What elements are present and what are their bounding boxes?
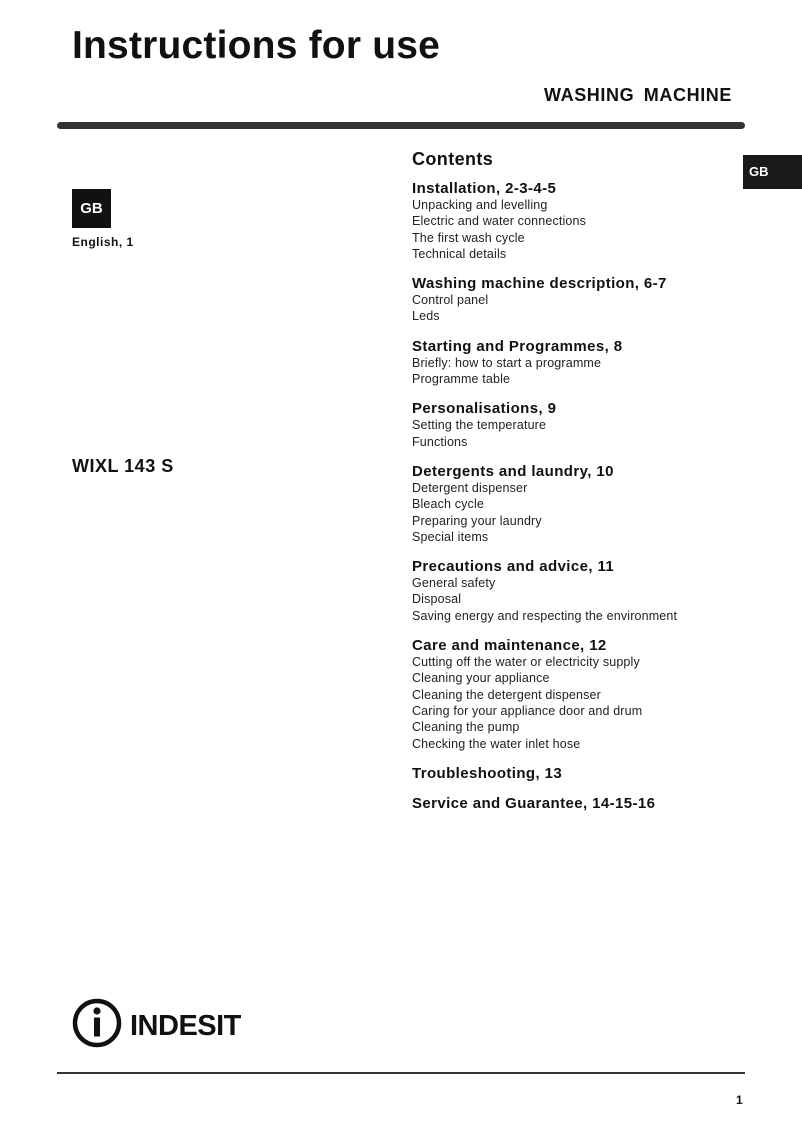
section-item: Checking the water inlet hose: [412, 736, 581, 751]
language-tab: GB: [743, 155, 802, 189]
contents-section: [412, 558, 752, 624]
section-item: Control panel: [412, 293, 489, 308]
section-title: Troubleshooting, 13: [412, 764, 563, 782]
contents-heading: Contents: [412, 149, 494, 169]
section-item: Functions: [412, 434, 468, 449]
contents-section: [412, 338, 752, 388]
section-title: Personalisations, 9: [412, 400, 557, 418]
section-item: The first wash cycle: [412, 230, 525, 245]
contents-section: [412, 400, 752, 450]
model-name: WIXL 143 S: [72, 456, 174, 476]
section-title: Service and Guarantee, 14-15-16: [412, 794, 656, 812]
section-item: Unpacking and levelling: [412, 198, 548, 212]
section-item: Leds: [412, 309, 440, 324]
section-item: Special items: [412, 529, 489, 544]
section-title: Detergents and laundry, 10: [412, 462, 614, 480]
section-item: Caring for your appliance door and drum: [412, 703, 643, 718]
language-index: English, 1: [72, 235, 134, 249]
section-item: Technical details: [412, 246, 507, 261]
section-item: Detergent dispenser: [412, 480, 528, 495]
section-item: Preparing your laundry: [412, 513, 542, 528]
section-item: Disposal: [412, 592, 462, 607]
section-item: Saving energy and respecting the environment: [412, 608, 678, 623]
brand-wordmark: INDESIT: [130, 1010, 241, 1042]
product-type: WASHING MACHINE: [544, 85, 732, 105]
contents-section: [412, 180, 752, 262]
language-badge: GB: [72, 189, 111, 228]
section-title: Care and maintenance, 12: [412, 637, 607, 655]
section-item: Setting the temperature: [412, 418, 547, 433]
document-title: Instructions for use: [72, 24, 441, 67]
contents-sections: [412, 180, 752, 812]
section-item: Cleaning the detergent dispenser: [412, 687, 601, 702]
contents-section: [412, 463, 752, 545]
contents-section: [412, 637, 752, 752]
header-divider: [57, 122, 745, 129]
contents-section: [412, 765, 752, 782]
table-of-contents: [412, 148, 752, 825]
section-item: Briefly: how to start a programme: [412, 355, 602, 370]
footer-divider: [57, 1072, 745, 1074]
section-title: Starting and Programmes, 8: [412, 337, 623, 355]
contents-section: [412, 275, 752, 325]
section-item: Programme table: [412, 372, 511, 387]
section-title: Installation, 2-3-4-5: [412, 180, 557, 197]
section-item: Electric and water connections: [412, 214, 587, 229]
contents-section: [412, 795, 752, 812]
section-item: Bleach cycle: [412, 497, 484, 512]
section-item: General safety: [412, 576, 496, 591]
section-item: Cleaning the pump: [412, 720, 520, 735]
section-title: Precautions and advice, 11: [412, 558, 615, 576]
page-number: 1: [736, 1093, 743, 1107]
section-title: Washing machine description, 6-7: [412, 275, 667, 293]
section-item: Cleaning your appliance: [412, 671, 550, 686]
indesit-logo: [72, 998, 272, 1048]
section-item: Cutting off the water or electricity supply: [412, 655, 640, 670]
